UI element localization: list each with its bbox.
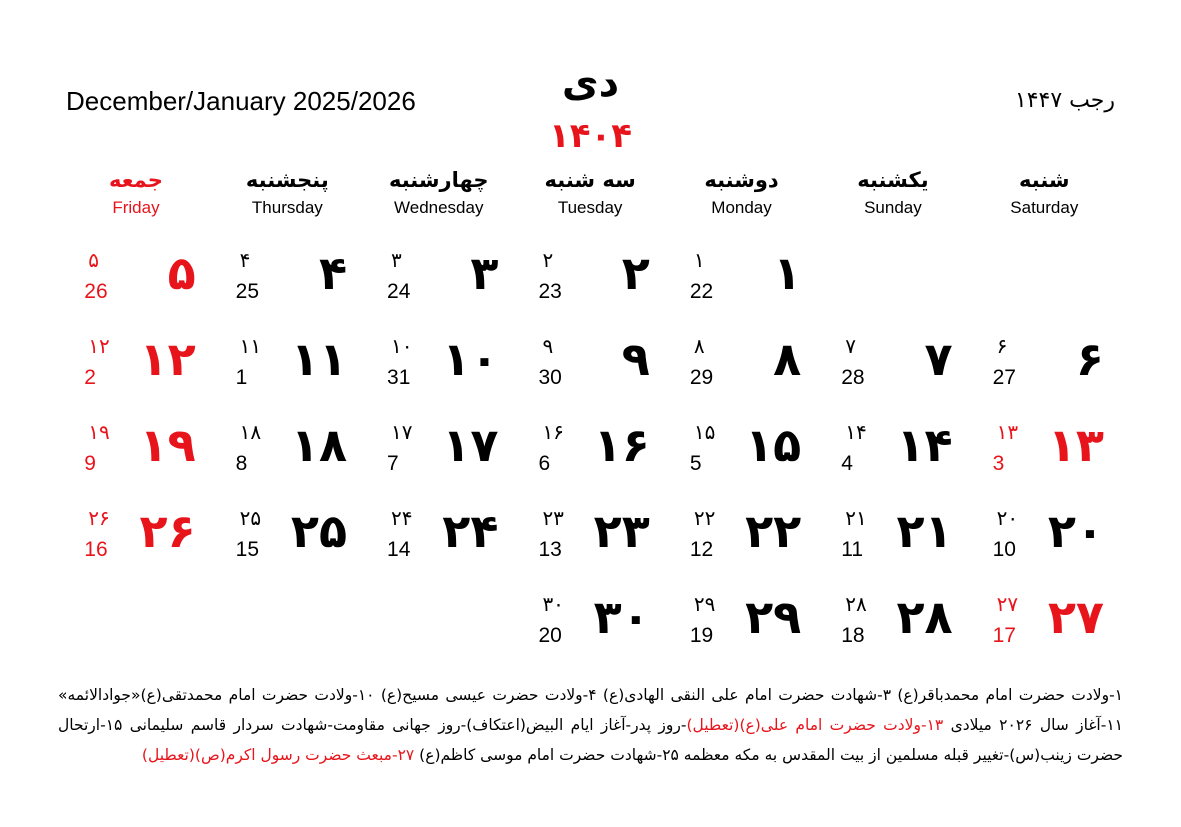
persian-day-number: ۵: [167, 246, 196, 300]
day-cell[interactable]: [817, 412, 968, 498]
year-title: ۱۴۰۴: [548, 116, 632, 156]
hijri-day-number: ۱: [693, 248, 705, 272]
gregorian-day-number: 14: [387, 538, 411, 561]
empty-cell: [60, 584, 211, 670]
gregorian-day-number: 1: [235, 366, 248, 389]
persian-day-number: ۱۴: [896, 418, 953, 472]
weekday-english-label: Friday: [112, 198, 160, 217]
day-cell[interactable]: [666, 584, 817, 670]
persian-day-number: ۶: [1075, 332, 1104, 386]
persian-day-number: ۱۳: [1047, 418, 1104, 472]
hijri-day-number: ۱۷: [391, 420, 413, 444]
gregorian-day-number: 9: [84, 452, 96, 475]
hijri-day-number: ۱۹: [88, 420, 110, 444]
gregorian-day-number: 18: [841, 624, 865, 647]
day-cell[interactable]: [817, 326, 968, 412]
weekday-sunday: [817, 168, 968, 228]
gregorian-day-number: 13: [538, 538, 562, 561]
gregorian-day-number: 19: [689, 624, 714, 647]
day-cell[interactable]: [514, 412, 665, 498]
gregorian-day-number: 29: [689, 366, 714, 389]
hijri-day-number: ۱۶: [542, 420, 564, 444]
persian-day-number: ۲۰: [1047, 504, 1104, 558]
persian-day-number: ۲۵: [290, 504, 348, 558]
gregorian-day-number: 7: [387, 452, 399, 475]
weekday-tuesday: [514, 168, 665, 228]
hijri-day-number: ۲۹: [693, 592, 716, 616]
weekday-header: [60, 168, 1120, 228]
persian-day-number: ۱: [773, 246, 802, 300]
hijri-day-number: ۲۵: [239, 506, 262, 530]
gregorian-day-number: 17: [992, 624, 1016, 647]
hijri-day-number: ۱۳: [996, 420, 1019, 444]
gregorian-day-number: 6: [538, 452, 551, 475]
gregorian-day-number: 27: [992, 366, 1016, 389]
gregorian-month-label: December/January 2025/2026: [66, 86, 416, 116]
holiday-note: ۱۳-ولادت حضرت امام علی(ع)(تعطیل): [686, 716, 944, 734]
weekday-persian-label: دوشنبه: [704, 168, 779, 192]
persian-day-number: ۲۳: [593, 504, 650, 558]
weekday-english-label: Wednesday: [394, 198, 484, 217]
hijri-day-number: ۸: [693, 334, 705, 358]
weekday-english-label: Saturday: [1010, 198, 1079, 217]
persian-day-number: ۱۷: [442, 418, 499, 472]
gregorian-day-number: 15: [235, 538, 260, 561]
day-cell[interactable]: [212, 326, 363, 412]
persian-day-number: ۱۹: [139, 418, 196, 472]
weekday-persian-label: جمعه: [109, 168, 163, 192]
persian-day-number: ۲: [621, 246, 650, 300]
persian-day-number: ۹: [621, 332, 650, 386]
day-cell[interactable]: [363, 326, 514, 412]
weekday-english-label: Tuesday: [557, 198, 623, 217]
hijri-day-number: ۱۵: [693, 420, 716, 444]
persian-day-number: ۱۸: [290, 418, 348, 472]
day-cell[interactable]: [514, 584, 665, 670]
weekday-wednesday: [363, 168, 514, 228]
weekday-english-label: Monday: [711, 198, 772, 217]
day-cell[interactable]: [969, 584, 1120, 670]
hijri-day-number: ۲۰: [996, 506, 1019, 530]
persian-day-number: ۱۰: [442, 332, 499, 386]
hijri-day-number: ۱۴: [845, 420, 867, 444]
day-cell[interactable]: [212, 498, 363, 584]
day-cell[interactable]: [363, 240, 514, 326]
weekday-monday: [666, 168, 817, 228]
hijri-day-number: ۲۴: [391, 506, 413, 530]
gregorian-day-number: 10: [992, 538, 1016, 561]
hijri-day-number: ۳۰: [542, 592, 564, 616]
day-cell[interactable]: [212, 240, 363, 326]
gregorian-day-number: 24: [387, 280, 411, 303]
persian-day-number: ۱۱: [290, 332, 348, 386]
day-cell[interactable]: [514, 498, 665, 584]
day-cell[interactable]: [60, 240, 211, 326]
gregorian-day-number: 4: [841, 452, 853, 475]
gregorian-day-number: 28: [841, 366, 865, 389]
hijri-day-number: ۳: [391, 248, 402, 272]
day-cell[interactable]: [60, 412, 211, 498]
events-notes: [58, 680, 1123, 770]
weekday-thursday: [212, 168, 363, 228]
day-cell[interactable]: [969, 326, 1120, 412]
weekday-persian-label: شنبه: [1019, 168, 1070, 192]
day-cell[interactable]: [363, 412, 514, 498]
hijri-day-number: ۲۷: [996, 592, 1019, 616]
holiday-note: ۲۷-مبعث حضرت رسول اکرم(ص)(تعطیل): [141, 746, 415, 764]
hijri-day-number: ۶: [996, 334, 1008, 358]
weekday-persian-label: چهارشنبه: [388, 168, 489, 192]
week-row: [60, 412, 1120, 498]
gregorian-day-number: 31: [387, 366, 411, 389]
persian-day-number: ۸: [773, 332, 802, 386]
hijri-day-number: ۷: [845, 334, 856, 358]
persian-day-number: ۱۶: [593, 418, 650, 472]
day-cell[interactable]: [666, 498, 817, 584]
gregorian-day-number: 23: [538, 280, 562, 303]
persian-day-number: ۳۰: [593, 590, 650, 644]
weekday-persian-label: سه شنبه: [544, 168, 636, 192]
day-cell[interactable]: [666, 240, 817, 326]
day-cell[interactable]: [212, 412, 363, 498]
gregorian-day-number: 8: [235, 452, 248, 475]
gregorian-day-number: 2: [84, 366, 96, 389]
hijri-day-number: ۱۲: [88, 334, 110, 358]
hijri-day-number: ۱۰: [391, 334, 413, 358]
gregorian-day-number: 16: [84, 538, 108, 561]
month-title: دی: [561, 60, 620, 106]
gregorian-day-number: 25: [235, 280, 260, 303]
hijri-day-number: ۴: [239, 248, 251, 272]
persian-day-number: ۲۴: [442, 504, 499, 558]
hijri-day-number: ۲۲: [693, 506, 716, 530]
week-row: [60, 584, 1120, 670]
hijri-day-number: ۲۳: [542, 506, 564, 530]
persian-day-number: ۲۷: [1047, 590, 1104, 644]
hijri-day-number: ۹: [542, 334, 554, 358]
weekday-friday: [60, 168, 211, 228]
gregorian-day-number: 5: [689, 452, 702, 475]
gregorian-day-number: 20: [538, 624, 562, 647]
hijri-month-label: رجب ۱۴۴۷: [1014, 88, 1115, 113]
day-cell[interactable]: [60, 498, 211, 584]
week-row: [60, 498, 1120, 584]
day-cell[interactable]: [969, 498, 1120, 584]
event-note: -روز پدر-آغاز ایام البیض(اعتکاف)-روز جهانی مقاومت-شهادت سردار قاسم سلیمانی ۱۵-ارتحال حضرت زینب(س)-تغییر قبله مسلمین از بیت المقدس به مکه معظمه ۲۵-شهادت حضرت امام موسی کاظم(ع): [58, 716, 1123, 764]
hijri-day-number: ۱۱: [239, 334, 262, 358]
day-cell[interactable]: [666, 326, 817, 412]
persian-day-number: ۲۲: [745, 504, 802, 558]
persian-day-number: ۷: [924, 332, 953, 386]
calendar-grid: [60, 240, 1120, 670]
weekday-english-label: Thursday: [251, 198, 323, 217]
day-cell[interactable]: [363, 498, 514, 584]
hijri-day-number: ۲: [542, 248, 554, 272]
day-cell[interactable]: [817, 498, 968, 584]
gregorian-day-number: 3: [992, 452, 1005, 475]
empty-cell: [969, 240, 1120, 326]
persian-day-number: ۲۹: [745, 590, 802, 644]
persian-day-number: ۱۲: [139, 332, 196, 386]
gregorian-day-number: 30: [538, 366, 562, 389]
hijri-day-number: ۲۶: [88, 506, 110, 530]
persian-day-number: ۲۸: [896, 590, 953, 644]
weekday-english-label: Sunday: [864, 198, 922, 217]
hijri-day-number: ۲۸: [845, 592, 867, 616]
weekday-saturday: [969, 168, 1120, 228]
gregorian-day-number: 26: [84, 280, 108, 303]
gregorian-day-number: 12: [689, 538, 714, 561]
week-row: [60, 326, 1120, 412]
hijri-day-number: ۲۱: [845, 506, 867, 530]
day-cell[interactable]: [817, 584, 968, 670]
gregorian-day-number: 11: [841, 538, 864, 561]
hijri-day-number: ۱۸: [239, 420, 262, 444]
persian-day-number: ۳: [470, 246, 499, 300]
day-cell[interactable]: [514, 326, 665, 412]
weekday-persian-label: پنجشنبه: [245, 168, 329, 192]
empty-cell: [212, 584, 363, 670]
day-cell[interactable]: [666, 412, 817, 498]
persian-day-number: ۲۶: [139, 504, 196, 558]
day-cell[interactable]: [514, 240, 665, 326]
empty-cell: [363, 584, 514, 670]
day-cell[interactable]: [969, 412, 1120, 498]
persian-day-number: ۱۵: [745, 418, 802, 472]
event-note: ۱-ولادت حضرت امام محمدباقر(ع) ۳-شهادت حضرت امام علی النقی الهادی(ع) ۴-ولادت حضرت عیسی مسیح(ع) ۱۰-ولادت حضرت امام محمدتقی(ع)«جوادالائمه» ۱۱-آغاز سال ۲۰۲۶ میلادی: [58, 686, 1123, 734]
gregorian-day-number: 22: [689, 280, 714, 303]
persian-day-number: ۴: [318, 246, 348, 300]
week-row: [60, 240, 1120, 326]
persian-day-number: ۲۱: [896, 504, 953, 558]
empty-cell: [817, 240, 968, 326]
hijri-day-number: ۵: [88, 248, 100, 272]
day-cell[interactable]: [60, 326, 211, 412]
weekday-persian-label: یکشنبه: [857, 168, 929, 192]
